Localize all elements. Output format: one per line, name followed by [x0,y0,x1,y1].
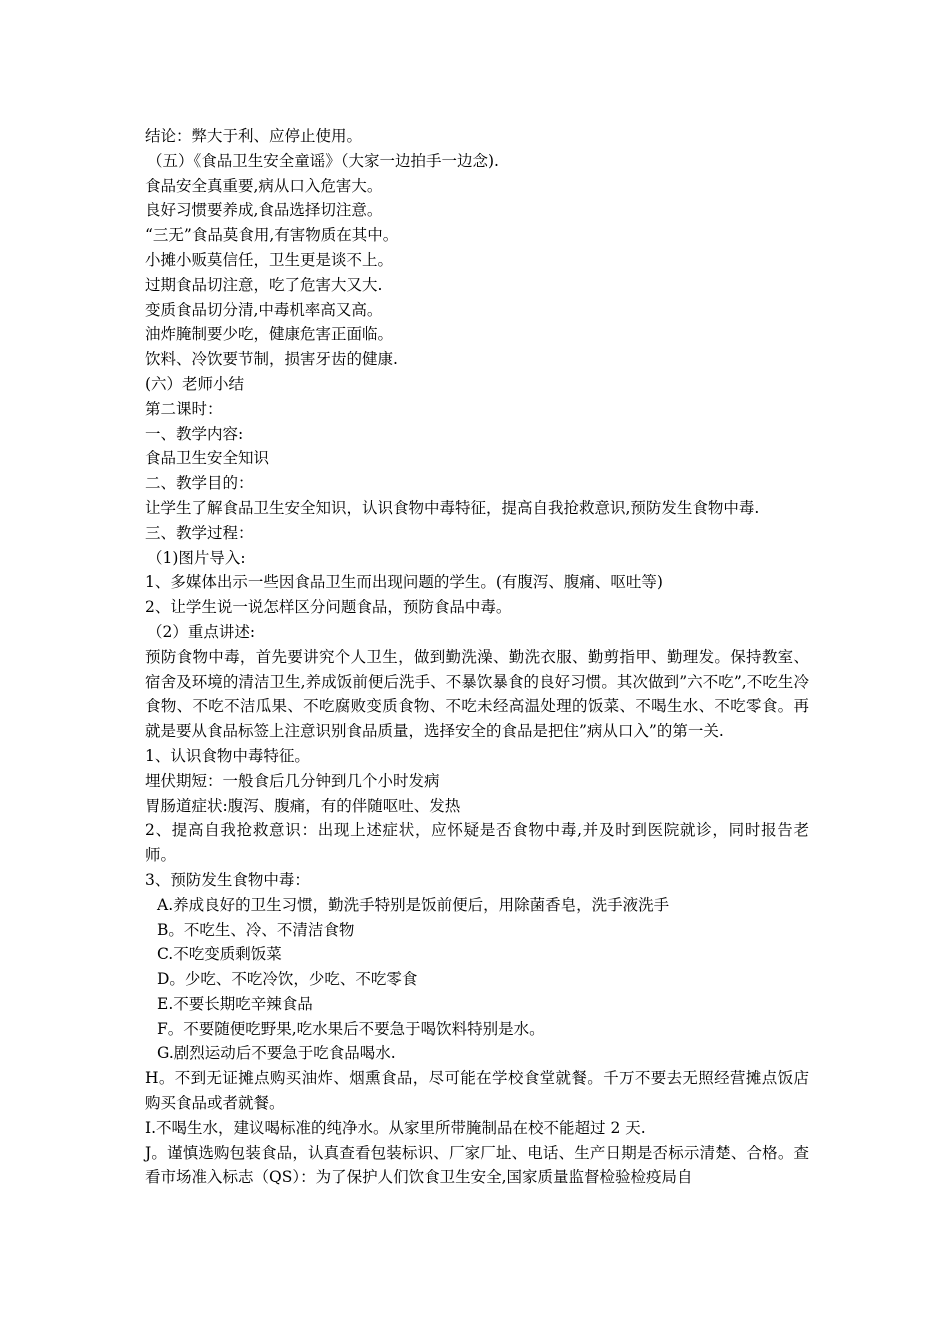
text-line: 食品安全真重要,病从口入危害大。 [145,176,383,195]
text-line: 1、认识食物中毒特征。 [145,746,310,765]
text-line: 三、教学过程： [145,523,254,542]
document-page [145,124,809,1190]
text-line: 结论：弊大于利、应停止使用。 [145,127,363,145]
text-line: 第二课时： [145,399,223,418]
list-item: F。不要随便吃野果,吃水果后不要急于喝饮料特别是水。 [157,1019,545,1038]
text-line: 过期食品切注意，吃了危害大又大. [145,275,383,294]
text-line: 变质食品切分清,中毒机率高又高。 [145,300,383,319]
text-line: 一、教学内容: [145,424,244,443]
text-line: 胃肠道症状:腹泻、腹痛，有的伴随呕吐、发热 [145,796,461,815]
text-line: 让学生了解食品卫生安全知识，认识食物中毒特征，提高自我抢救意识,预防发生食物中毒. [145,498,760,517]
text-line: 食品卫生安全知识 [145,449,270,468]
text-line: 埋伏期短：一般食后几分钟到几个小时发病 [145,771,440,790]
list-item: C.不吃变质剩饭菜 [157,945,282,964]
text-line: 小摊小贩莫信任，卫生更是谈不上。 [145,250,394,269]
text-line: I.不喝生水，建议喝标准的纯净水。从家里所带腌制品在校不能超过 2 天. [145,1118,646,1137]
list-item: G.剧烈运动后不要急于吃食品喝水. [157,1044,396,1063]
text-line: “三无”食品莫食用,有害物质在其中。 [145,226,399,245]
paragraph-j: J。谨慎选购包装食品，认真查看包装标识、厂家厂址、电话、生产日期是否标示清楚、合格。查看市场准入标志（QS）：为了保护人们饮食卫生安全,国家质量监督检验检疫局自 [145,1143,809,1187]
paragraph-rescue: 2、提高自我抢救意识：出现上述症状，应怀疑是否食物中毒,并及时到医院就诊，同时报告老师。 [145,821,809,865]
text-line: （五）《食品卫生安全童谣》（大家一边拍手一边念). [147,151,499,170]
text-line: 油炸腌制要少吃，健康危害正面临。 [145,325,394,344]
list-item: B。不吃生、冷、不清洁食物 [157,920,355,939]
text-line: （2）重点讲述: [147,622,256,641]
text-line: 饮料、冷饮要节制，损害牙齿的健康. [145,350,398,369]
list-item: A.养成良好的卫生习惯，勤洗手特别是饭前便后，用除菌香皂，洗手液洗手 [157,895,670,914]
paragraph-prevention: 预防食物中毒，首先要讲究个人卫生，做到勤洗澡、勤洗衣服、勤剪指甲、勤理发。保持教室、宿舍及环境的清洁卫生,养成饭前便后洗手、不暴饮暴食的良好习惯。其次做到”六不吃”,不吃生冷食物、不吃不洁瓜果、不吃腐败变质食物、不吃未经高温处理的饭菜、不喝生水、不吃零食。再就是要从食品标签上注意识别食品质量，选择安全的食品是把住”病从口入”的第一关. [145,647,809,741]
text-line: 3、预防发生食物中毒： [145,870,310,889]
text-line: （1)图片导入: [147,548,246,567]
text-line: 二、教学目的： [145,474,254,493]
list-item: D。少吃、不吃冷饮，少吃、不吃零食 [157,970,418,989]
text-line: (六）老师小结 [145,374,245,393]
text-line: 2、让学生说一说怎样区分问题食品，预防食品中毒。 [145,598,512,617]
text-line: 1、多媒体出示一些因食品卫生而出现问题的学生。(有腹泻、腹痛、呕吐等) [145,573,663,592]
paragraph-h: H。不到无证摊点购买油炸、烟熏食品，尽可能在学校食堂就餐。千万不要去无照经营摊点饭店购买食品或者就餐。 [145,1069,809,1113]
text-line: 良好习惯要养成,食品选择切注意。 [145,201,383,220]
list-item: E.不要长期吃辛辣食品 [157,994,313,1013]
